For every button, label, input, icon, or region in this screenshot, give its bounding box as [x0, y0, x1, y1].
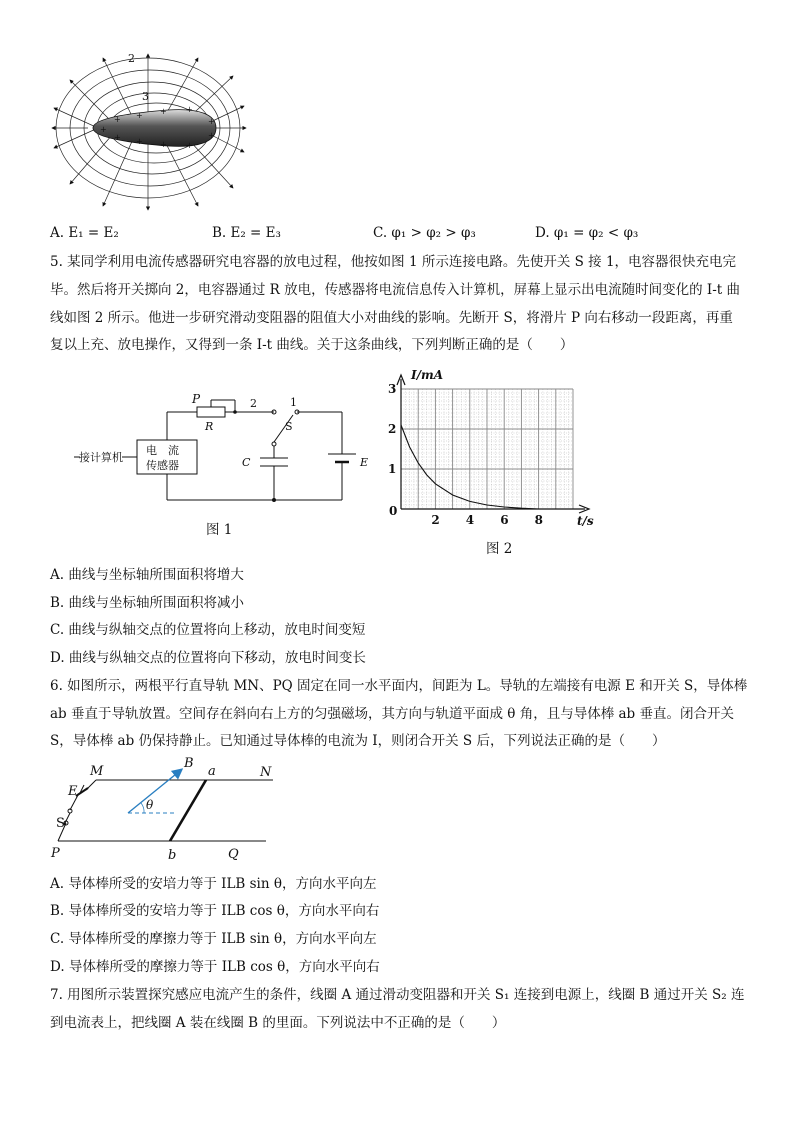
x-tick-label: 6 [500, 513, 509, 527]
label-Q: Q [228, 847, 239, 862]
q5-text-line-3: 线如图 2 所示。他进一步研究滑动变阻器的阻值大小对曲线的影响。先断开 S，将滑片 P 向右移动一段距离，再重 [50, 310, 733, 326]
figure-1-caption: 图 1 [206, 522, 233, 538]
q5-text-line-2: 毕。然后将开关掷向 2，电容器通过 R 放电，传感器将电流信息传入计算机，屏幕上显示出电流随时间变化的 I-t 曲 [50, 282, 741, 298]
q4-option-d[interactable]: D. φ₁ = φ₂ < φ₃ [535, 225, 639, 241]
y-tick-label: 2 [388, 422, 397, 436]
label-b: b [168, 848, 177, 863]
magnetic-field-arrow [128, 770, 181, 813]
x-tick-label: 8 [534, 513, 543, 527]
x-tick-label: 2 [431, 513, 440, 527]
svg-text:+: + [186, 141, 193, 150]
q6-option-b[interactable]: B. 导体棒所受的安培力等于 ILB cos θ，方向水平向右 [50, 903, 380, 919]
conductor-rod-ab [170, 780, 206, 841]
label-M: M [90, 764, 104, 779]
sensor-label-line-2: 传感器 [146, 459, 179, 472]
conductor [93, 110, 216, 147]
q6-option-a[interactable]: A. 导体棒所受的安培力等于 ILB sin θ，方向水平向左 [50, 876, 377, 892]
field-label-2: 2 [128, 52, 135, 65]
svg-text:+: + [100, 125, 107, 134]
circuit-figure [52, 390, 382, 515]
origin-label: 0 [389, 504, 398, 518]
q6-option-d[interactable]: D. 导体棒所受的摩擦力等于 ILB cos θ，方向水平向右 [50, 959, 380, 975]
q5-option-b[interactable]: B. 曲线与坐标轴所围面积将减小 [50, 595, 245, 611]
label-B: B [184, 756, 194, 771]
label-C: C [242, 456, 251, 469]
i-t-graph [385, 365, 605, 530]
svg-text:+: + [186, 105, 193, 114]
q6-text-line-1: 6. 如图所示，两根平行直导轨 MN、PQ 固定在同一水平面内，间距为 L。导轨的左端接有电源 E 和开关 S，导体棒 [50, 678, 748, 694]
electric-field-figure [48, 48, 248, 218]
svg-text:+: + [114, 115, 121, 124]
q5-option-d[interactable]: D. 曲线与纵轴交点的位置将向下移动，放电时间变长 [50, 650, 366, 666]
x-tick-label: 4 [465, 513, 475, 527]
svg-text:+: + [160, 107, 167, 116]
svg-text:+: + [114, 133, 121, 142]
q7-text-line-2: 到电流表上，把线圈 A 装在线圈 B 的里面。下列说法中不正确的是（ ） [50, 1015, 506, 1031]
svg-text:+: + [208, 117, 215, 126]
label-S-rail: S [56, 816, 65, 831]
rail-figure [48, 755, 288, 865]
y-tick-label: 1 [388, 462, 397, 476]
sensor-label-line-1: 电 流 [146, 444, 179, 457]
label-a: a [208, 764, 216, 779]
label-2: 2 [250, 397, 257, 410]
q4-option-b[interactable]: B. E₂ = E₃ [212, 225, 281, 241]
label-R: R [205, 420, 214, 433]
label-N: N [260, 765, 272, 780]
y-tick-label: 3 [388, 382, 397, 396]
q6-text-line-3: S，导体棒 ab 仍保持静止。已知通过导体棒的电流为 I，则闭合开关 S 后，下列说法正确的是（ ） [50, 733, 666, 749]
q7-text-line-1: 7. 用图所示装置探究感应电流产生的条件，线圈 A 通过滑动变阻器和开关 S₁ 连接到电源上，线圈 B 通过开关 S₂ 连 [50, 987, 745, 1003]
resistor [197, 407, 225, 417]
label-P: P [192, 392, 201, 406]
field-label-3: 3 [142, 90, 149, 103]
q5-text-line-1: 5. 某同学利用电流传感器研究电容器的放电过程，他按如图 1 所示连接电路。先使开关 S 接 1，电容器很快充电完 [50, 254, 737, 270]
svg-text:+: + [136, 137, 143, 146]
label-E-rail: E [68, 784, 78, 799]
computer-label: 接计算机 [79, 451, 123, 464]
svg-text:+: + [160, 140, 167, 149]
label-theta: θ [146, 798, 154, 812]
figure-2-caption: 图 2 [486, 541, 513, 557]
q5-option-c[interactable]: C. 曲线与纵轴交点的位置将向上移动，放电时间变短 [50, 622, 366, 638]
q5-text-line-4: 复以上充、放电操作，又得到一条 I-t 曲线。关于这条曲线，下列判断正确的是（ ） [50, 337, 574, 353]
q6-option-c[interactable]: C. 导体棒所受的摩擦力等于 ILB sin θ，方向水平向左 [50, 931, 377, 947]
svg-text:+: + [208, 131, 215, 140]
label-E: E [360, 456, 369, 469]
q4-option-a[interactable]: A. E₁ = E₂ [50, 225, 119, 241]
graph-grid [401, 389, 573, 509]
y-axis-label: I/mA [411, 368, 444, 382]
q5-option-a[interactable]: A. 曲线与坐标轴所围面积将增大 [50, 567, 244, 583]
label-1: 1 [290, 396, 297, 409]
label-P-rail: P [51, 846, 60, 861]
q6-text-line-2: ab 垂直于导轨放置。空间存在斜向右上方的匀强磁场，其方向与轨道平面成 θ 角，且与导体棒 ab 垂直。闭合开关 [50, 706, 734, 722]
label-S: S [285, 420, 293, 433]
svg-text:+: + [136, 111, 143, 120]
x-axis-label: t/s [577, 514, 594, 528]
q4-option-c[interactable]: C. φ₁ > φ₂ > φ₃ [373, 225, 476, 241]
